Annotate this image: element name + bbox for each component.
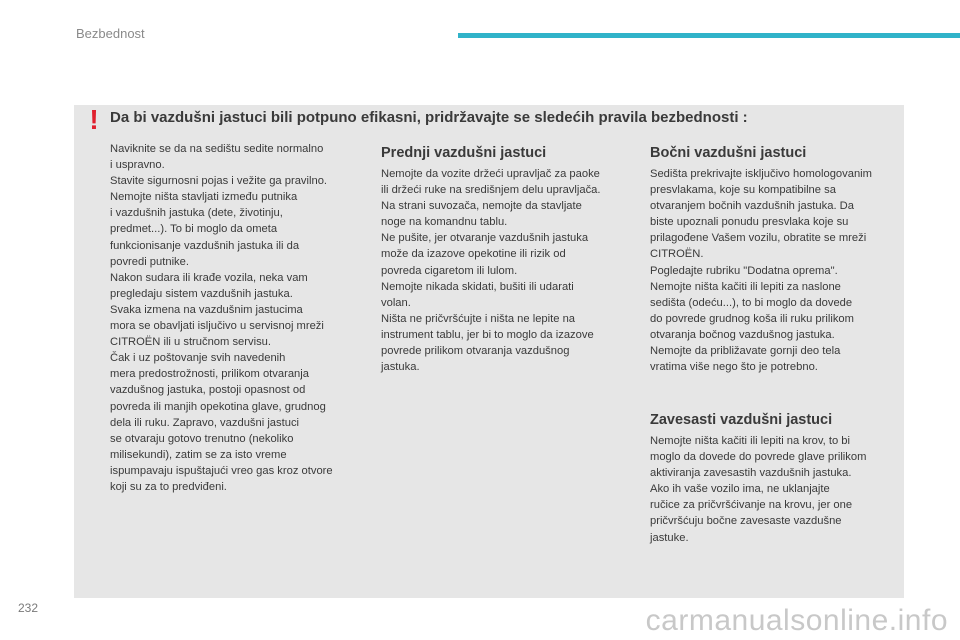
general-rules-column [110,141,365,495]
general-rules-text: Naviknite se da na sedištu sedite normalno i uspravno. Stavite sigurnosni pojas i vežite ga pravilno. Nemojte ništa stavljati između putnika i vazdušnih jastuka (dete, životinju, predmet...). To bi moglo da ometa funkcionisanje vazdušnih jastuka ili da povredi putnike. Nakon sudara ili krađe vozila, neka vam pregledaju sistem vazdušnih jastuka. Svaka izmena na vazdušnim jastucima mora se obavljati isljučivo u servisnoj mreži CITROËN ili u stručnom servisu. Čak i uz poštovanje svih navedenih mera predostrožnosti, prilikom otvaranja vazdušnog jastuka, postoji opasnost od povreda ili manjih opekotina glave, grudnog dela ili ruku. Zapravo, vazdušni jastuci se otvaraju gotovo trenutno (nekoliko milisekundi), zatim se za isto vreme ispumpavaju ispuštajući vreo gas kroz otvore koji su za to predviđeni. [110,143,333,493]
curtain-airbags-title: Zavesasti vazdušni jastuci [650,412,833,428]
curtain-airbags-column [650,433,905,546]
side-airbags-title: Bočni vazdušni jastuci [650,145,807,161]
section-label: Bezbednost [76,26,145,41]
front-airbags-title: Prednji vazdušni jastuci [381,145,547,161]
page-number: 232 [18,601,39,615]
exclamation-warning-icon: ! [89,104,99,135]
curtain-airbags-text: Nemojte ništa kačiti ili lepiti na krov, to bi moglo da dovede do povrede glave prilikom aktiviranja zavesastih vazdušnih jastuka. Ako ih vaše vozilo ima, ne uklanjajte ručice za pričvršćivanje na krovu, jer one pričvršćuju bočne zavesaste vazdušne jastuke. [650,435,867,544]
watermark: carmanualsonline.info [645,604,948,637]
header-rule [458,33,960,38]
side-airbags-text: Sedišta prekrivajte isključivo homologovanim presvlakama, koje su kompatibilne sa otvaranjem bočnih vazdušnih jastuka. Da biste upoznali ponudu presvlaka koje su prilagođene Vašem vozilu, obratite se mreži CITROËN. Pogledajte rubriku "Dodatna oprema". Nemojte ništa kačiti ili lepiti za naslone sedišta (odeću...), to bi moglo da dovede do povrede grudnog koša ili ruku prilikom otvaranja bočnog vazdušnog jastuka. Nemojte da približavate gornji deo tela vratima više nego što je potrebno. [650,168,872,374]
front-airbags-text: Nemojte da vozite držeći upravljač za paoke ili držeći ruke na središnjem delu upravljača. Na strani suvozača, nemojte da stavljate noge na komandnu tablu. Ne pušite, jer otvaranje vazdušnih jastuka može da izazove opekotine ili rizik od povreda cigaretom ili lulom. Nemojte nikada skidati, bušiti ili udarati volan. Ništa ne pričvršćujte i ništa ne lepite na instrument tablu, jer bi to moglo da izazove povrede prilikom otvaranja vazdušnog jastuka. [381,168,601,374]
warning-headline: Da bi vazdušni jastuci bili potpuno efikasni, pridržavajte se sledećih pravila bezbednosti : [110,109,748,126]
front-airbags-column [381,166,636,375]
side-airbags-column [650,166,905,375]
